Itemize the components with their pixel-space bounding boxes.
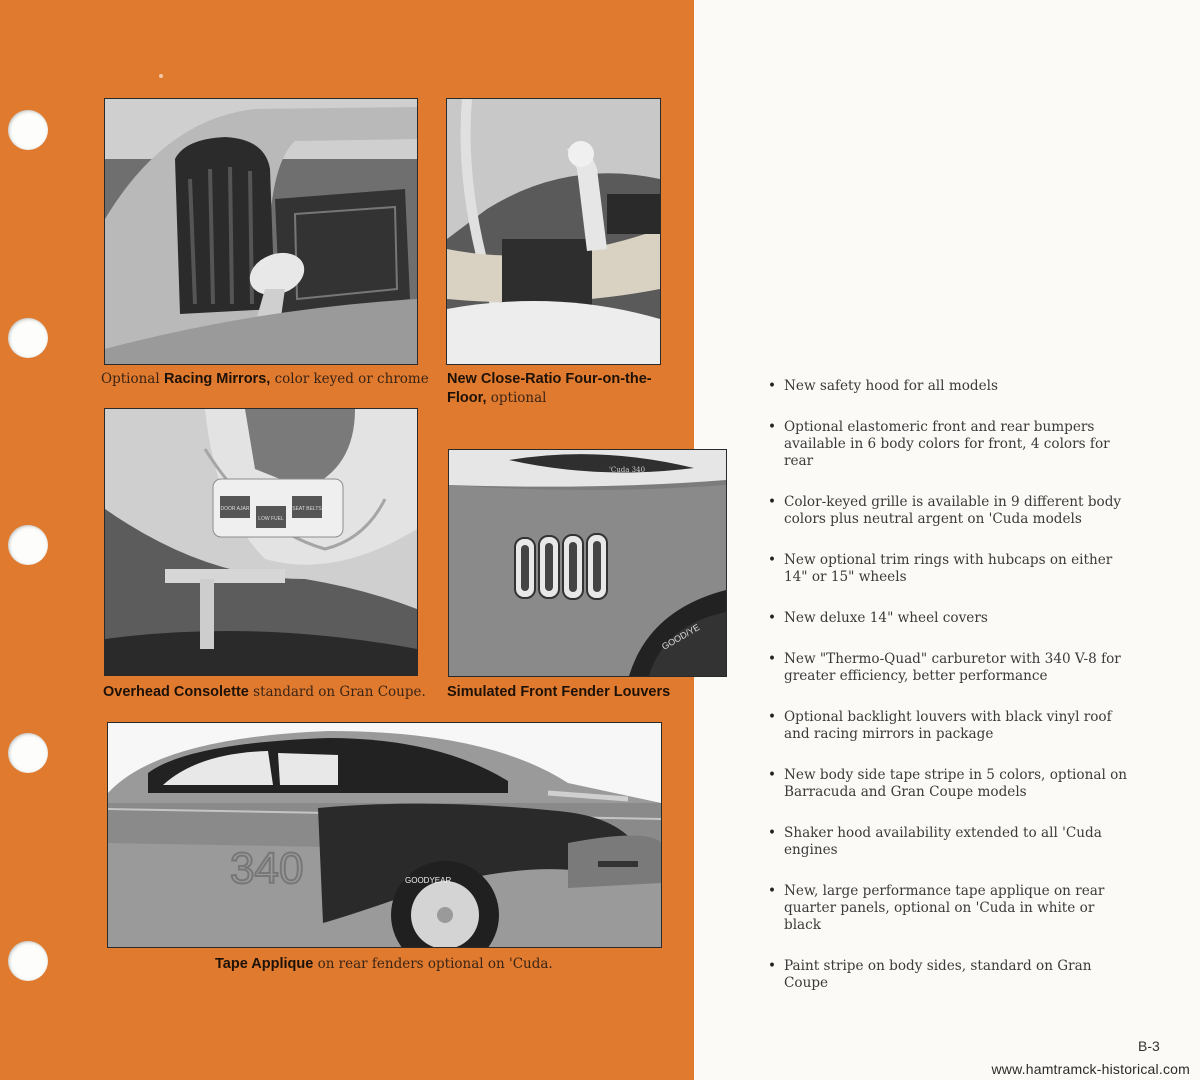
door-ajar-label: DOOR AJAR bbox=[220, 506, 250, 512]
fender-louvers-photo bbox=[448, 449, 727, 677]
feature-item: • Color-keyed grille is available in 9 different body colors plus neutral argent on 'Cuda models bbox=[768, 494, 1128, 528]
racing-mirrors-photo bbox=[104, 98, 418, 365]
feature-item: • New safety hood for all models bbox=[768, 378, 1128, 395]
tape-applique-photo bbox=[107, 722, 662, 948]
binder-hole bbox=[8, 525, 48, 565]
feature-item: • New deluxe 14" wheel covers bbox=[768, 610, 1128, 627]
seat-belts-label: SEAT BELTS bbox=[292, 506, 322, 512]
feature-item: • New, large performance tape applique on rear quarter panels, optional on 'Cuda in white or black bbox=[768, 883, 1128, 934]
binder-hole bbox=[8, 110, 48, 150]
four-on-floor-photo bbox=[446, 98, 661, 365]
feature-item: • Optional elastomeric front and rear bumpers available in 6 body colors for front, 4 colors for rear bbox=[768, 419, 1128, 470]
binder-hole bbox=[8, 941, 48, 981]
cuda-340-emblem: 'Cuda 340 bbox=[609, 466, 646, 474]
feature-list bbox=[768, 378, 1128, 1016]
consolette-caption: Overhead Consolette standard on Gran Coupe. bbox=[103, 684, 426, 700]
racing-mirrors-caption: Optional Racing Mirrors, color keyed or chrome bbox=[101, 371, 429, 387]
low-fuel-label: LOW FUEL bbox=[258, 516, 284, 522]
feature-item: • Paint stripe on body sides, standard on Gran Coupe bbox=[768, 958, 1128, 992]
page-number: B-3 bbox=[1138, 1038, 1160, 1054]
binder-hole bbox=[8, 733, 48, 773]
decal-340: 340 bbox=[230, 844, 304, 893]
feature-item: • Shaker hood availability extended to all 'Cuda engines bbox=[768, 825, 1128, 859]
watermark: www.hamtramck-historical.com bbox=[991, 1061, 1190, 1077]
binder-hole bbox=[8, 318, 48, 358]
consolette-photo bbox=[104, 408, 418, 676]
goodyear-tire-text: GOOD/YE bbox=[660, 622, 702, 652]
feature-item: • New body side tape stripe in 5 colors, optional on Barracuda and Gran Coupe models bbox=[768, 767, 1128, 801]
feature-item: • New "Thermo-Quad" carburetor with 340 V-8 for greater efficiency, better performance bbox=[768, 651, 1128, 685]
feature-item: • Optional backlight louvers with black vinyl roof and racing mirrors in package bbox=[768, 709, 1128, 743]
goodyear-tire-text: GOODYEAR bbox=[405, 876, 452, 885]
paper-speck bbox=[159, 74, 163, 78]
fender-louvers-caption: Simulated Front Fender Louvers bbox=[447, 684, 671, 700]
four-on-floor-caption: New Close-Ratio Four-on-the-Floor, optional bbox=[447, 371, 652, 406]
feature-item: • New optional trim rings with hubcaps on either 14" or 15" wheels bbox=[768, 552, 1128, 586]
tape-applique-caption: Tape Applique on rear fenders optional on 'Cuda. bbox=[215, 956, 553, 972]
